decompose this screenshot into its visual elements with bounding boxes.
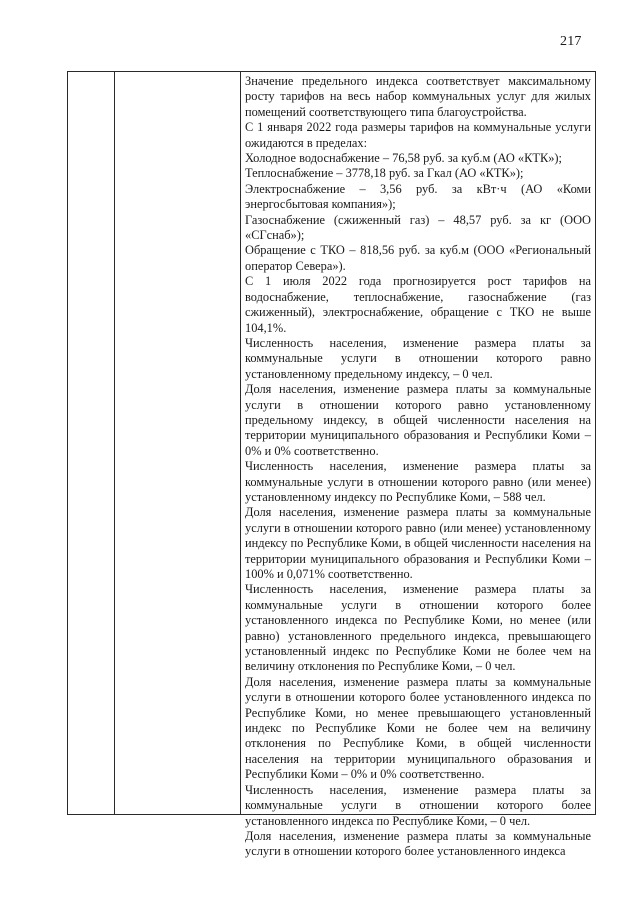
paragraph-index-value: Значение предельного индекса соответствует максимальному росту тарифов на весь набор коммунальных услуг для жилых помещений соответствующего типа благоустройства.: [245, 74, 591, 119]
table-text-cell: [245, 74, 591, 860]
paragraph-population-above-index: Численность населения, изменение размера платы за коммунальные услуги в отношении которого более установленного индекса по Республике Коми, но менее (или равно) установленного предельного индекса, превышающего установленный индекс по Республике Коми не более чем на величину отклонения по Республике Коми, – 0 чел.: [245, 582, 591, 674]
document-table: [67, 71, 596, 859]
page-number: 217: [560, 34, 582, 49]
paragraph-population-equal-index: Численность населения, изменение размера платы за коммунальные услуги в отношении которого равно (или менее) установленному индексу по Республике Коми, – 588 чел.: [245, 459, 591, 504]
paragraph-tko: Обращение с ТКО – 818,56 руб. за куб.м (ООО «Региональный оператор Севера»).: [245, 243, 591, 273]
paragraph-heat: Теплоснабжение – 3778,18 руб. за Гкал (АО «КТК»);: [245, 166, 524, 181]
paragraph-population-equal-limit: Численность населения, изменение размера платы за коммунальные услуги в отношении которого равно установленному предельному индексу, – 0 чел.: [245, 335, 591, 381]
paragraph-share-above-index: Доля населения, изменение размера платы за коммунальные услуги в отношении которого более установленного индекса по Республике Коми, но менее превышающего установленный индекс по Республике Коми не более чем на величину отклонения по Республике Коми, в общей численности населения на территории муниципального образования и Республики Коми – 0% и 0% соответственно.: [245, 674, 591, 782]
column-divider: [240, 72, 241, 814]
column-divider: [114, 72, 115, 814]
paragraph-share-equal-index: Доля населения, изменение размера платы за коммунальные услуги в отношении которого равно (или менее) установленному индексу по Республике Коми, в общей численности населения на территории муниципального образования и Республики Коми – 100% и 0,071% соответственно.: [245, 505, 591, 581]
paragraph-electricity: Электроснабжение – 3,56 руб. за кВт·ч (АО «Коми энергосбытовая компания»);: [245, 181, 591, 212]
paragraph-share-equal-limit: Доля населения, изменение размера платы за коммунальные услуги в отношении которого равно установленному предельному индексу, в общей численности населения на территории муниципального образования и Республики Коми – 0% и 0% соответственно.: [245, 382, 591, 458]
paragraph-cold-water: Холодное водоснабжение – 76,58 руб. за куб.м (АО «КТК»);: [245, 151, 562, 166]
paragraph-population-more-index: Численность населения, изменение размера платы за коммунальные услуги в отношении которого более установленного индекса по Республике Коми, – 0 чел.: [245, 782, 591, 828]
paragraph-share-more-index: Доля населения, изменение размера платы за коммунальные услуги в отношении которого более установленного индекса: [245, 828, 591, 859]
paragraph-july-growth: С 1 июля 2022 года прогнозируется рост тарифов на водоснабжение, теплоснабжение, газоснабжение (газ сжиженный), электроснабжение, обращение с ТКО не выше 104,1%.: [245, 274, 591, 335]
paragraph-gas: Газоснабжение (сжиженный газ) – 48,57 руб. за кг (ООО «СГснаб»);: [245, 212, 591, 243]
paragraph-tariffs-intro: С 1 января 2022 года размеры тарифов на коммунальные услуги ожидаются в пределах:: [245, 120, 591, 150]
